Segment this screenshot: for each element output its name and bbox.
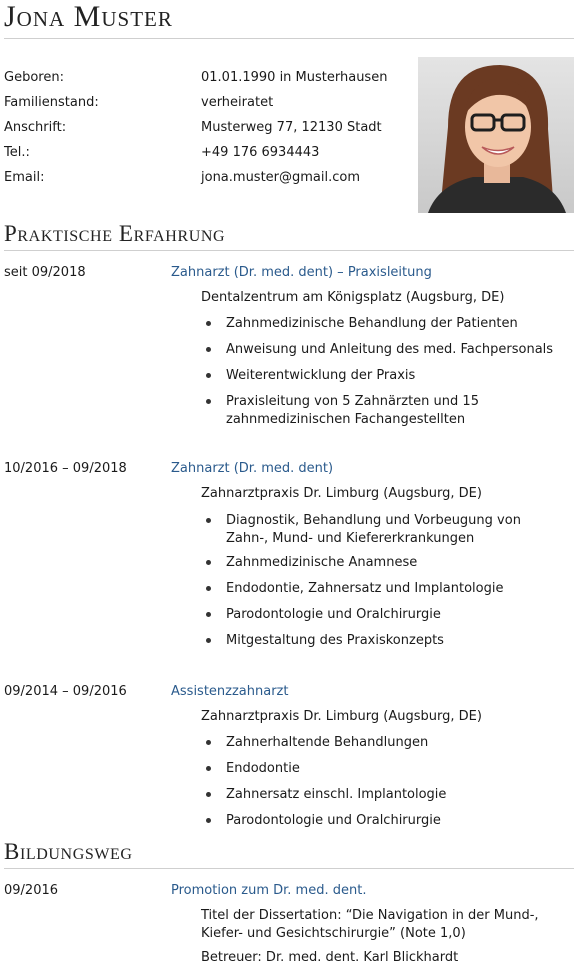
education-title: Promotion zum Dr. med. dent.	[171, 883, 367, 898]
list-item: Praxisleitung von 5 Zahnärzten und 15 zahnmedizinischen Fachangestellten	[226, 394, 479, 427]
bullet-icon	[206, 740, 211, 745]
job-employer: Dentalzentrum am Königsplatz (Augsburg, DE)	[201, 290, 505, 305]
job-date: 10/2016 – 09/2018	[4, 461, 127, 476]
bullet-icon	[206, 347, 211, 352]
list-item: Diagnostik, Behandlung und Vorbeugung von Zahn-, Mund- und Kiefererkrankungen	[226, 513, 521, 546]
job-title: Assistenzzahnarzt	[171, 684, 289, 699]
education-date: 09/2016	[4, 883, 59, 898]
dissertation-title: Titel der Dissertation: “Die Navigation in der Mund-, Kiefer- und Gesichtschirurgie” (Note 1,0)	[201, 908, 539, 941]
list-item: Zahnerhaltende Behandlungen	[226, 735, 429, 750]
job-date: 09/2014 – 09/2016	[4, 684, 127, 699]
personal-label: Geboren:	[4, 70, 64, 85]
personal-value: verheiratet	[201, 95, 274, 110]
bullet-icon	[206, 518, 211, 523]
bullet-icon	[206, 373, 211, 378]
list-item: Mitgestaltung des Praxiskonzepts	[226, 633, 444, 648]
supervisor: Betreuer: Dr. med. dent. Karl Blickhardt	[201, 950, 459, 965]
job-title: Zahnarzt (Dr. med. dent)	[171, 461, 334, 476]
section-title-experience: Praktische Erfahrung	[4, 221, 226, 246]
list-item: Zahnmedizinische Behandlung der Patienten	[226, 316, 518, 331]
personal-label: Tel.:	[4, 145, 30, 160]
bullet-icon	[206, 399, 211, 404]
job-employer: Zahnarztpraxis Dr. Limburg (Augsburg, DE)	[201, 486, 482, 501]
list-item: Parodontologie und Oralchirurgie	[226, 813, 441, 828]
list-item: Parodontologie und Oralchirurgie	[226, 607, 441, 622]
list-item: Zahnersatz einschl. Implantologie	[226, 787, 447, 802]
bullet-icon	[206, 818, 211, 823]
list-item: Anweisung und Anleitung des med. Fachpersonals	[226, 342, 554, 357]
bullet-icon	[206, 638, 211, 643]
job-date: seit 09/2018	[4, 265, 86, 280]
list-item: Endodontie, Zahnersatz und Implantologie	[226, 581, 504, 596]
personal-label: Familienstand:	[4, 95, 99, 110]
bullet-icon	[206, 560, 211, 565]
personal-label: Anschrift:	[4, 120, 67, 135]
personal-value: 01.01.1990 in Musterhausen	[201, 70, 388, 85]
bullet-icon	[206, 612, 211, 617]
profile-photo	[418, 57, 574, 213]
list-item: Endodontie	[226, 761, 300, 776]
bullet-icon	[206, 586, 211, 591]
portrait-image	[418, 57, 574, 213]
section-divider	[4, 250, 574, 251]
section-title-education: Bildungsweg	[4, 839, 133, 864]
bullet-icon	[206, 321, 211, 326]
title-divider	[4, 38, 574, 39]
bullet-icon	[206, 766, 211, 771]
personal-label: Email:	[4, 170, 45, 185]
bullet-icon	[206, 792, 211, 797]
section-divider	[4, 868, 574, 869]
personal-value: Musterweg 77, 12130 Stadt	[201, 120, 382, 135]
page-title: Jona Muster	[4, 0, 173, 33]
personal-value: +49 176 6934443	[201, 145, 320, 160]
job-employer: Zahnarztpraxis Dr. Limburg (Augsburg, DE)	[201, 709, 482, 724]
email-link[interactable]: jona.muster@gmail.com	[201, 170, 361, 185]
job-title: Zahnarzt (Dr. med. dent) – Praxisleitung	[171, 265, 432, 280]
list-item: Weiterentwicklung der Praxis	[226, 368, 416, 383]
list-item: Zahnmedizinische Anamnese	[226, 555, 418, 570]
